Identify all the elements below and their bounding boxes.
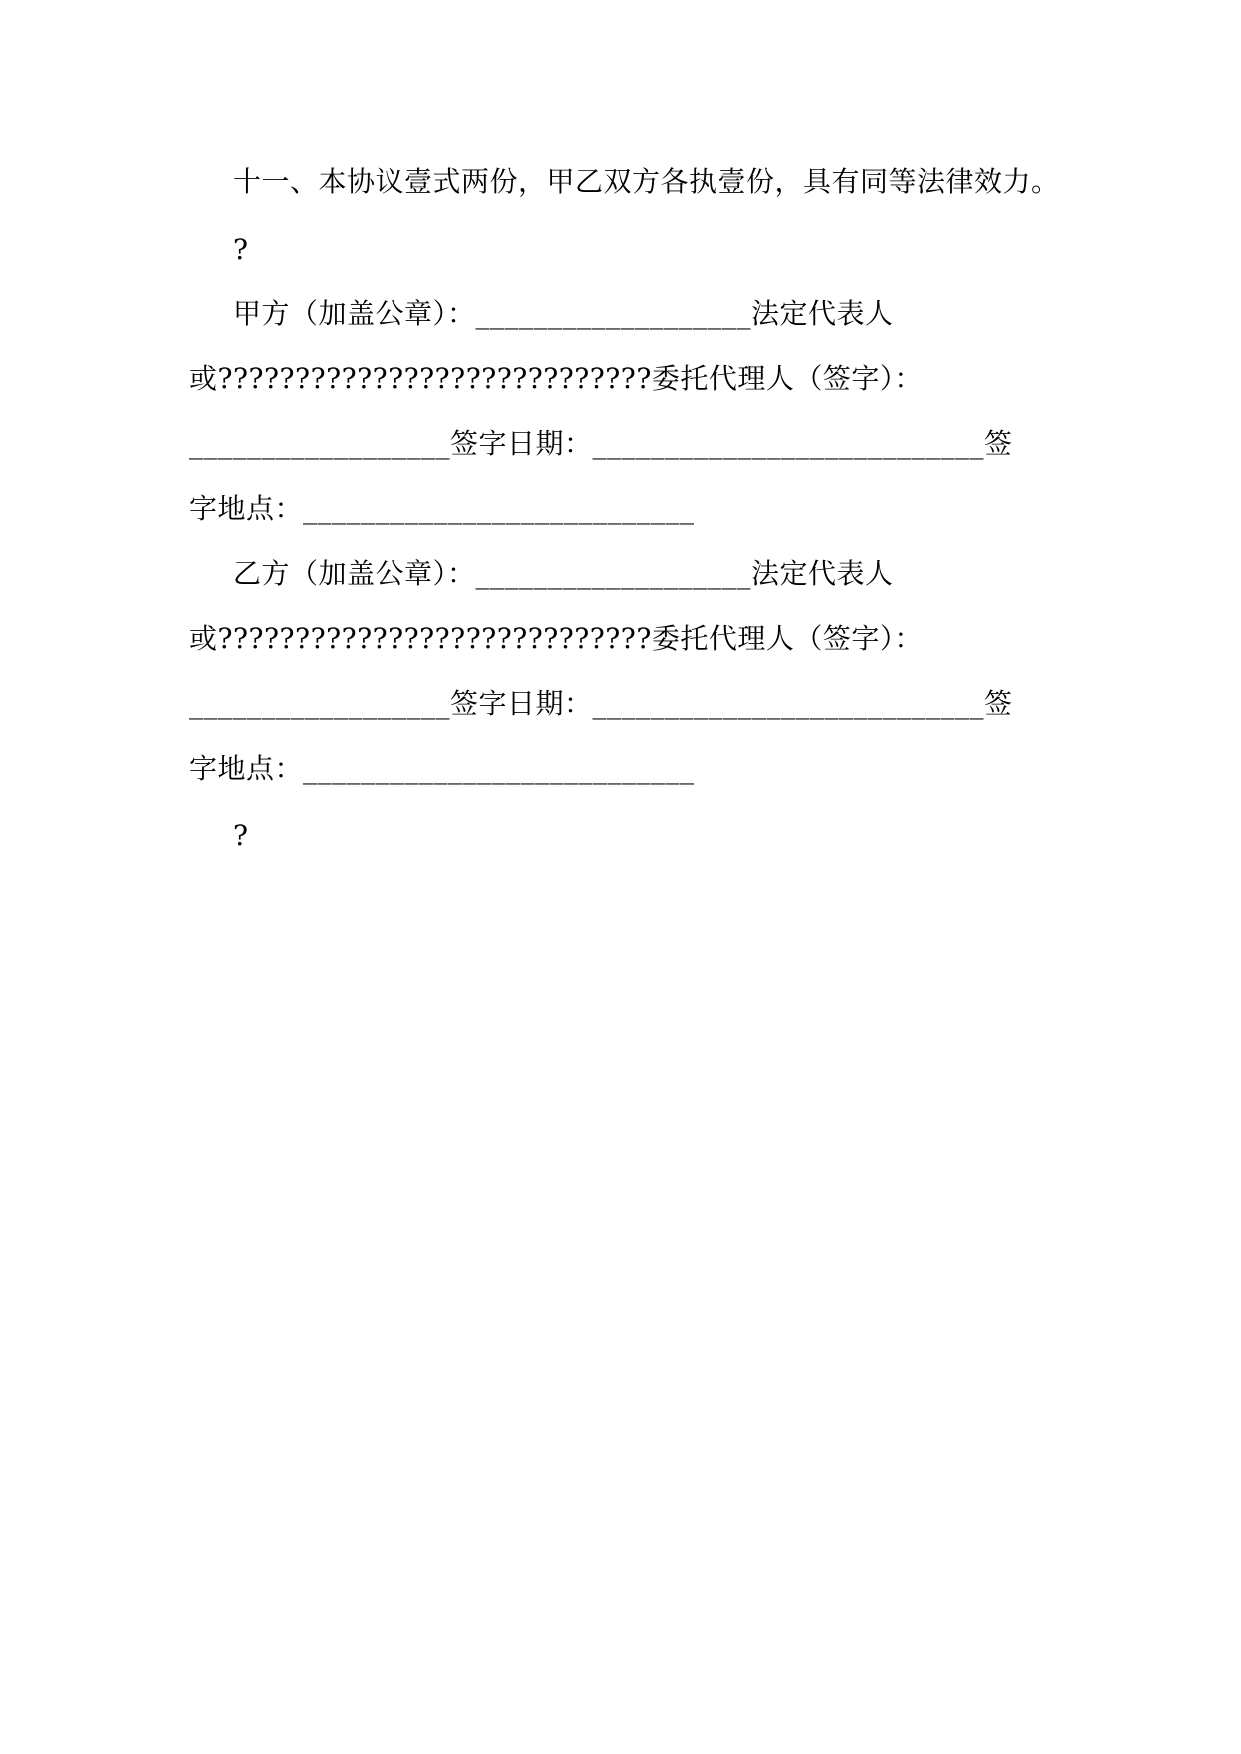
party-b-agent-line: 或????????????????????????????委托代理人（签字）： <box>189 622 923 655</box>
party-a-seal-line: 甲方（加盖公章）：___________________法定代表人 <box>233 297 894 330</box>
clause-eleven-text: 十一、本协议壹式两份，甲乙双方各执壹份，具有同等法律效力。 <box>233 165 1060 198</box>
placeholder-mark: ? <box>233 819 249 852</box>
placeholder-mark: ? <box>233 233 249 266</box>
party-b-seal-line: 乙方（加盖公章）：___________________法定代表人 <box>233 557 894 590</box>
party-a-agent-line: 或????????????????????????????委托代理人（签字）： <box>189 362 923 395</box>
party-b-date-line: __________________签字日期：___________________________签 <box>189 687 1013 720</box>
party-b-place-line: 字地点：___________________________ <box>189 752 695 785</box>
party-a-place-line: 字地点：___________________________ <box>189 492 695 525</box>
party-a-date-line: __________________签字日期：___________________________签 <box>189 427 1013 460</box>
